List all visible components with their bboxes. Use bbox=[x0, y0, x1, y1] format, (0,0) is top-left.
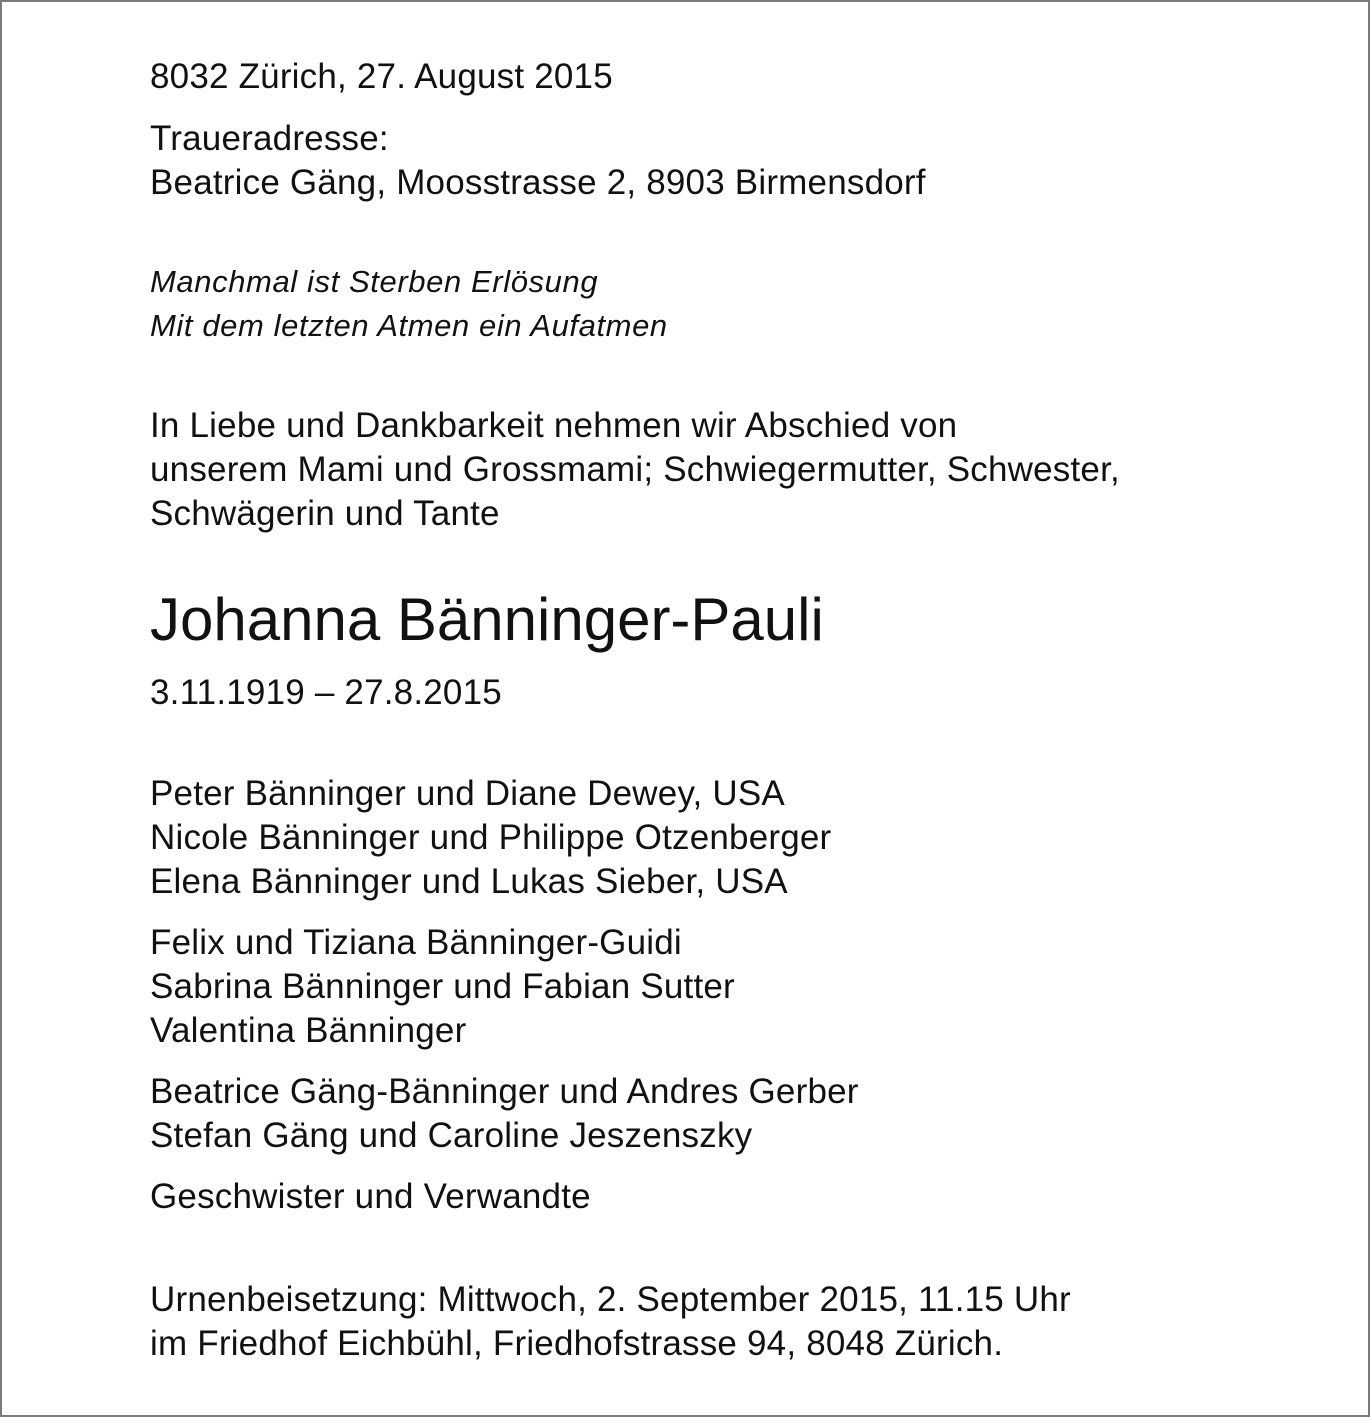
mourners-group-4 bbox=[150, 1175, 591, 1219]
mourner-line: Valentina Bänninger bbox=[150, 1011, 467, 1050]
mourner-line: Beatrice Gäng-Bänninger und Andres Gerber bbox=[150, 1072, 859, 1111]
deceased-name: Johanna Bänninger-Pauli bbox=[150, 586, 824, 653]
mourning-address bbox=[150, 117, 926, 205]
burial-line-2: im Friedhof Eichbühl, Friedhofstrasse 94, 8048 Zürich. bbox=[150, 1324, 1004, 1363]
mourners-group-1 bbox=[150, 772, 831, 904]
mourner-line: Elena Bänninger und Lukas Sieber, USA bbox=[150, 862, 788, 901]
address-label: Traueradresse: bbox=[150, 119, 389, 158]
intro-line-1: In Liebe und Dankbarkeit nehmen wir Abschied von bbox=[150, 406, 958, 445]
quote-line-1: Manchmal ist Sterben Erlösung bbox=[150, 264, 599, 299]
intro-line-3: Schwägerin und Tante bbox=[150, 494, 500, 533]
intro-line-2: unserem Mami und Grossmami; Schwiegermutter, Schwester, bbox=[150, 450, 1120, 489]
burial-line-1: Urnenbeisetzung: Mittwoch, 2. September 2015, 11.15 Uhr bbox=[150, 1280, 1071, 1319]
mourners-group-2 bbox=[150, 921, 735, 1053]
address-value: Beatrice Gäng, Moosstrasse 2, 8903 Birmensdorf bbox=[150, 163, 926, 202]
quote-line-2: Mit dem letzten Atmen ein Aufatmen bbox=[150, 308, 668, 343]
mourner-line: Felix und Tiziana Bänninger-Guidi bbox=[150, 923, 682, 962]
mourner-line: Geschwister und Verwandte bbox=[150, 1177, 591, 1216]
mourner-line: Sabrina Bänninger und Fabian Sutter bbox=[150, 967, 735, 1006]
quote bbox=[150, 260, 668, 348]
mourner-line: Nicole Bänninger und Philippe Otzenberger bbox=[150, 818, 832, 857]
place-date: 8032 Zürich, 27. August 2015 bbox=[150, 57, 613, 96]
life-dates: 3.11.1919 – 27.8.2015 bbox=[150, 673, 502, 712]
mourner-line: Stefan Gäng und Caroline Jeszenszky bbox=[150, 1116, 753, 1155]
burial-info bbox=[150, 1278, 1071, 1366]
mourner-line: Peter Bänninger und Diane Dewey, USA bbox=[150, 774, 785, 813]
mourners-group-3 bbox=[150, 1070, 859, 1158]
intro-text bbox=[150, 404, 1120, 536]
